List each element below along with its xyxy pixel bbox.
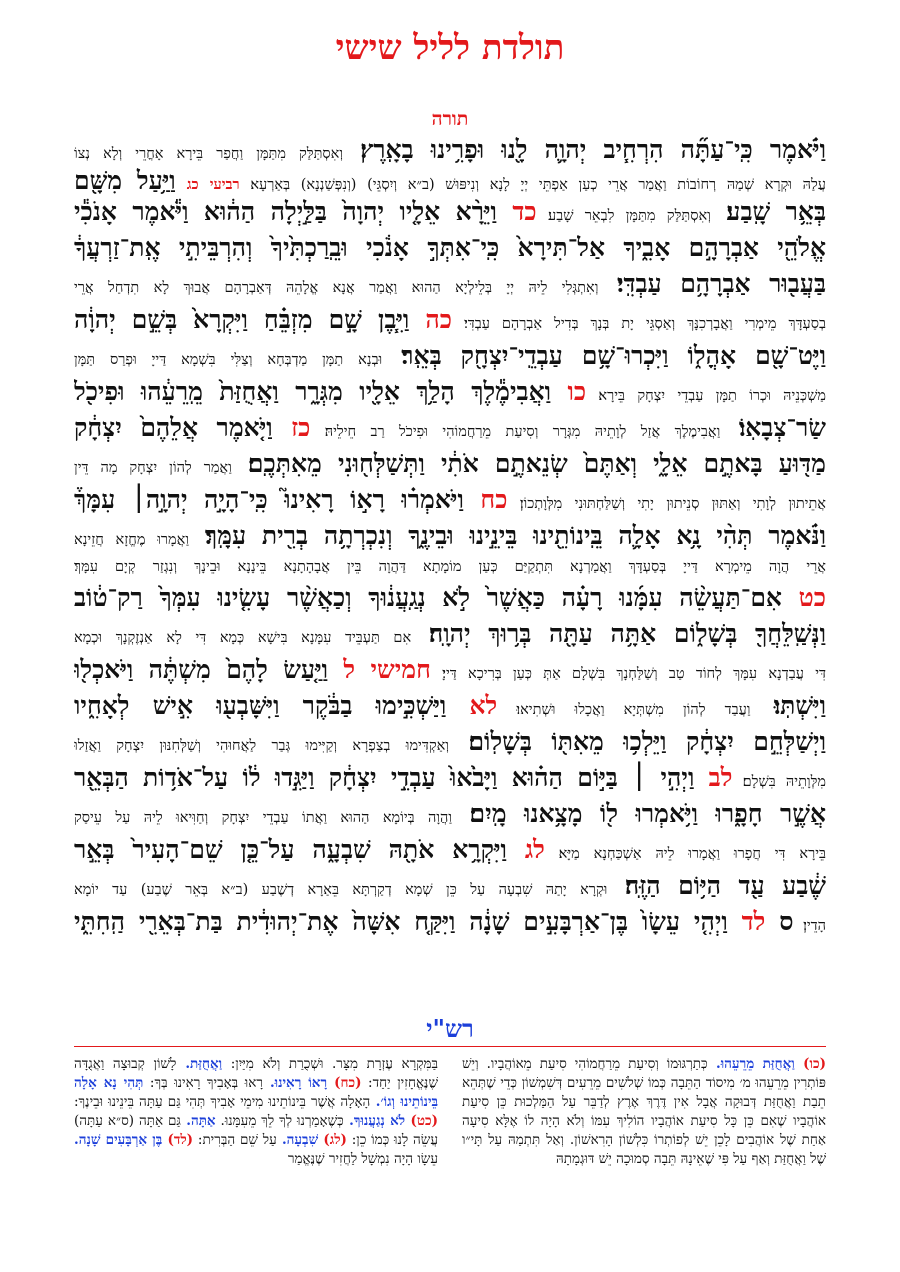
verse-number: לג bbox=[506, 835, 545, 864]
verse-number: רביעי כג bbox=[175, 176, 240, 193]
verse-text: שֶׁ֔בַע עַ֖ד הַיּ֥וֹם הַזֶּֽה׃ bbox=[607, 871, 826, 900]
verse-text: אִם־תַּעֲשֵׂ֨ה עִמָּ֜נוּ רָעָ֗ה כַּאֲשֶׁר֙ לֹ֣א נְגַֽעֲנ֔וּךָ וְכַאֲשֶׁ֨ר עָשִׂ֤ינוּ עִמְּךָ֙ רַק־ט֔וֹב bbox=[74, 583, 782, 612]
torah-line bbox=[74, 904, 826, 940]
rashi-verse-ref: (כו) bbox=[794, 1056, 826, 1072]
verse-text: וַאֲבִימֶ֕לֶךְ הָלַ֥ךְ אֵלָ֖יו מִגְּרָ֑ר וַאֲחֻזַּת֙ מֵֽרֵעֵ֔הוּ וּפִיכֹ֖ל bbox=[74, 377, 552, 406]
rashi-text: כְּתַרְגּוּמוֹ וְסִיעַת מֵרַחֲמוֹהִי סִיעַת מֵאוֹהֲבָיו. וְיֵשׁ פּוֹתְרִין מֵרֵעֵהוּ מ׳ מִיסוֹד הַתֵּבָה כְּמוֹ שְׁלֹשִׁים מֵרֵעִים דְּשִׁמְשׁוֹן כְּדֵי שֶׁתְּהֵא תֵבַת וַאֲחֻזַּת דְּבוּקָה אֲבָל אִין דֶּרֶךְ אֶרֶץ לְדַבֵּר עַל הַמַּלְכוּת כֵּן סִיעַת אוֹהֲבָיו שֶׁאִם כֵּן כָּל סִיעַת אוֹהֲבָיו הוֹלִיךְ עִמּוֹ וְלֹא הָיָה לוֹ אֶלָּא סִיעָה אַחַת שֶׁל אוֹהֲבִים לָכֵן יֵשׁ לְפוֹתְרוֹ כִּלְשׁוֹן הָרִאשׁוֹן. וְאַל תִּתְמַהּ עַל תָּי״ו שֶׁל וַאֲחֻזַּת וְאַף עַל פִּי שֶׁאֵינָהּ תֵּבָה סְמוּכָה יֵשׁ דּוּגְמָתָהּ bbox=[462, 1056, 826, 1167]
rashi-text: גַּם אַתָּה (ס״א עַתָּה) עֲשֵׂה לָנוּ כְּמוֹ כֵן: bbox=[74, 1113, 438, 1148]
rashi-heading-phrase: וַאֲחֻזַּת מֵרֵעֵהוּ. bbox=[707, 1056, 795, 1072]
verse-number: כד bbox=[496, 197, 537, 226]
rashi-text: עַל שֵׁם הַבְּרִית: bbox=[193, 1132, 277, 1148]
verse-text: וַיִּשְׁתּֽוּ׃ bbox=[750, 691, 826, 720]
verse-text: וַיְשַׁלְּחֵ֣ם יִצְחָ֔ק וַיֵּלְכ֥וּ מֵאִתּ֖וֹ בְּשָׁלֽוֹם׃ bbox=[449, 727, 826, 756]
verse-text: בַּעֲב֖וּר אַבְרָהָ֥ם עַבְדִּֽי׃ bbox=[598, 269, 826, 298]
targum-text: וְאַקְדִּימוּ בְצַפְרָא וְקַיִּימוּ גְּבַר לַאֲחוּהִי וְשַׁלְּחִנּוּן יִצְחָק וַאֲזַלוּ bbox=[74, 738, 450, 754]
verse-text: (ב״א וְיִסְגֵּי) bbox=[356, 177, 435, 193]
torah-line bbox=[74, 410, 826, 446]
targum-text: וּקְרָא יָתַהּ שִׁבְעָה עַל כֵּן שְׁמָא דְקַרְתָּא בֵּאַרָא דְשֶׁבַע (ב״א בְּאֵר שֶׁבַע) עַד יוֹמָא bbox=[74, 882, 608, 898]
torah-line bbox=[74, 724, 826, 760]
rashi-heading-phrase: אַתָּה. bbox=[180, 1113, 216, 1129]
targum-text: הָדֵין׃ bbox=[793, 918, 826, 934]
verse-text: שַׂר־צְבָאֽוֹ׃ bbox=[720, 413, 826, 442]
rashi-verse-ref: (לד) bbox=[162, 1132, 194, 1148]
verse-text: אֲרֵי הֲוָה מֵימְרָא דַּייָ בְּסַעְדָּךְ וַאֲמַרְנָא תִּתְקַיַּם כְּעַן מוֹמָתָא דַּהֲוָה בֵּין אֲבָהָתָנָא בֵּינָנָא וּבֵינָךְ וְנִגְזַר קְיָם עִמָּךְ׃ bbox=[74, 559, 826, 575]
rashi-verse-ref: (לג) bbox=[318, 1132, 347, 1148]
rashi-column-right bbox=[462, 1055, 826, 1245]
verse-number: כט bbox=[782, 583, 826, 612]
verse-text: וַיִּקְרָ֥א אֹתָ֖הּ שִׁבְעָ֑ה עַל־כֵּ֤ן שֵׁם־הָעִיר֙ בְּאֵ֣ר bbox=[74, 835, 507, 864]
targum-text: דִּי עֲבַדְנָא עִמָּךְ לְחוֹד טַב וְשַׁלַּחְנָךְ בִּשְׁלָם אַתְּ כְּעַן בְּרִיכָא דַּייָ׃ bbox=[430, 666, 826, 682]
torah-line bbox=[74, 652, 826, 688]
verse-text: וַיַּשְׁכִּ֣ימוּ בַבֹּ֔קֶר וַיִּשָּׁבְע֖וּ אִ֣ישׁ לְאָחִ֑יו bbox=[74, 691, 447, 720]
verse-text: ס bbox=[765, 907, 794, 936]
rashi-heading-phrase: בֶּן אַרְבָּעִים שָׁנָה. bbox=[74, 1132, 163, 1148]
verse-number: כה bbox=[409, 305, 452, 334]
torah-text bbox=[74, 132, 826, 992]
targum-text: בֵּירָא דִּי חֲפָרוּ וַאֲמָרוּ לֵיהּ אַשְׁכַּחְנָא מַיָּא׃ bbox=[544, 846, 826, 862]
torah-line bbox=[74, 168, 826, 194]
targum-text: אִם תַּעְבֵּיד עִמָּנָא בִּישָׁא כְּמָא דִּי לָא אַנְזֶקְנָךְ וּכְמָא bbox=[74, 630, 412, 646]
torah-line bbox=[74, 796, 826, 832]
targum-text: וְאִסְתַּלַּק מִתַּמָּן וַחֲפַר בֵּירָא אָחֳרֵי וְלָא נְצוֹ bbox=[74, 146, 344, 162]
rashi-text: כְּשֶׁאָמַרְנוּ לְךָ לֵךְ מֵעִמָּנוּ. bbox=[215, 1113, 344, 1129]
rashi-heading-phrase: תְּהִי נָא אָלָה בֵּינוֹתֵינוּ וְגוֹ׳. bbox=[74, 1075, 438, 1110]
rashi-text: עֵשָׂו הָיָה נִמְשָׁל לַחֲזִיר שֶׁנֶּאֱמַר bbox=[287, 1151, 438, 1167]
targum-text: וַאֲבִימֶלֶךְ אֲזַל לְוָתֵיהּ מִגְּרָר וְסִיעַת מֵרַחֲמוֹהִי וּפִיכֹל רַב חֵילֵיהּ׃ bbox=[310, 424, 721, 440]
rashi-text: בַּמִּקְרָא עֶזְרָת מִצָּר. וּשְׁכֻרַת וְלֹא מִיַּיִן: bbox=[222, 1056, 438, 1072]
verse-number: כו bbox=[551, 377, 587, 406]
verse-number: כז bbox=[272, 413, 311, 442]
divider bbox=[74, 1046, 826, 1047]
verse-text: וַנְּשַֽׁלֵּחֲךָ֖ בְּשָׁל֑וֹם אַתָּ֥ה עַתָּ֖ה בְּר֥וּךְ יְהוָֽה׃ bbox=[411, 619, 826, 648]
rashi-commentary bbox=[74, 1055, 826, 1245]
verse-number: לא bbox=[446, 691, 498, 720]
verse-text: אֲשֶׁ֣ר חָפָ֑רוּ וַיֹּ֥אמְרוּ ל֖וֹ מָצָ֥אנוּ מָֽיִם׃ bbox=[452, 799, 826, 828]
verse-text: וַיְהִ֤י עֵשָׂו֙ בֶּן־אַרְבָּעִ֣ים שָׁנָ֔ה וַיִּקַּ֤ח אִשָּׁה֙ אֶת־יְהוּדִ֔ית בַּת־בְּאֵרִ֖י הַֽחִתִּ֑י bbox=[74, 907, 728, 936]
rashi-column-left bbox=[74, 1055, 438, 1245]
verse-number: לד bbox=[727, 907, 766, 936]
verse-text: בְּאֵ֥ר שָֽׁבַע׃ bbox=[710, 197, 826, 226]
torah-line bbox=[74, 760, 826, 796]
torah-line bbox=[74, 832, 826, 868]
torah-line bbox=[74, 616, 826, 652]
torah-heading: תורה bbox=[431, 108, 469, 130]
targum-text: וּבְנָא תַמָּן מַדְבְּחָא וְצַלִּי בִּשְׁמָא דַּייָ וּפְרַס תַּמָּן bbox=[74, 352, 383, 368]
targum-text: וְאִסְתַּלַּק מִתַּמָּן לִבְאֵר שָׁבַע׃ bbox=[536, 208, 711, 224]
verse-text: עֲלַהּ וּקְרָא שְׁמַהּ רְחוֹבוֹת וַאֲמַר אֲרֵי כְעַן אַפְתֵּי יְיָ לָנָא וְנִיפּוּשׁ bbox=[434, 177, 826, 193]
torah-line bbox=[74, 338, 826, 374]
rashi-text: רָאוּ בְּאָבִיךָ רָאִינוּ בְּךָ: bbox=[143, 1075, 263, 1091]
rashi-heading: רש"י bbox=[426, 1014, 474, 1043]
verse-text: וַיֹּאמְר֗וּ רָא֣וֹ רָאִינוּ֮ כִּֽי־הָיָ֣ה יְהוָ֣ה׀ עִמָּךְ֒ bbox=[74, 485, 464, 514]
verse-text: וַיֶּט־שָׁ֖ם אָהֳל֑וֹ וַיִּכְרוּ־שָׁ֥ם עַבְדֵֽי־יִצְחָ֖ק בְּאֵֽר׃ bbox=[382, 341, 826, 370]
targum-text: מַשְׁכְּנֵיהּ וּכְרוֹ תַמָּן עַבְדֵי יִצְחָק בֵּירָא׃ bbox=[586, 388, 826, 404]
targum-text: וְאִתְגְּלִי לֵיהּ יְיָ בְּלֵילְיָא הַהוּא וַאֲמַר אֲנָא אֱלָהֵהּ דְּאַבְרָהָם אֲבוּךְ לָא תִדְחַל אֲרֵי bbox=[74, 280, 599, 296]
torah-line bbox=[74, 266, 826, 302]
torah-line bbox=[74, 688, 826, 724]
verse-text: וַיְהִ֣י ׀ בַּיּ֣וֹם הַה֗וּא וַיָּבֹ֙אוּ֙ עַבְדֵ֣י יִצְחָ֔ק וַיַּגִּ֣דוּ ל֔וֹ עַל־אֹד֥וֹת הַבְּאֵ֖ר bbox=[74, 763, 695, 792]
torah-line bbox=[74, 446, 826, 482]
torah-line bbox=[74, 554, 826, 580]
verse-text: מַדּ֖וּעַ בָּאתֶ֣ם אֵלָ֑י וְאַתֶּם֙ שְׂנֵאתֶ֣ם אֹתִ֔י וַתְּשַׁלְּח֖וּנִי מֵאִתְּכֶֽם׃ bbox=[231, 449, 826, 478]
verse-text: וַנֹּ֗אמֶר תְּהִ֨י נָ֥א אָלָ֛ה בֵּֽינוֹתֵ֖ינוּ בֵּינֵ֣ינוּ וּבֵינֶ֑ךָ וְנִכְרְתָ֥ה בְרִ֖ית עִמָּֽךְ׃ bbox=[189, 521, 826, 550]
verse-text: אֱלֹהֵ֖י אַבְרָהָ֣ם אָבִ֑יךָ אַל־תִּירָא֙ כִּֽי־אִתְּךָ֣ אָנֹ֔כִי וּבֵֽרַכְתִּ֙יךָ֙ וְהִרְבֵּיתִ֣י אֶֽת־זַרְעֲךָ֔ bbox=[74, 233, 826, 262]
torah-line bbox=[74, 230, 826, 266]
targum-text: מִלְּוָתֵיהּ בִּשְׁלָם׃ bbox=[732, 774, 826, 790]
verse-number: לב bbox=[694, 763, 733, 792]
verse-text: וַיֵּרָ֨א אֵלָ֤יו יְהוָה֙ בַּלַּ֣יְלָה הַה֔וּא וַיֹּ֕אמֶר אָנֹכִ֕י bbox=[74, 197, 497, 226]
rashi-heading-phrase: וַאֲחֻזַּת. bbox=[176, 1056, 223, 1072]
verse-number: כח bbox=[463, 485, 508, 514]
verse-text: וַיַּ֤עַשׂ לָהֶם֙ מִשְׁתֶּ֔ה וַיֹּאכְל֖וּ bbox=[74, 655, 329, 684]
verse-text: (וְנִפְּשַׁנְנָא) בְּאַרְעָא׃ bbox=[239, 177, 357, 193]
targum-text: וַהֲוָה בְּיוֹמָא הַהוּא וַאֲתוֹ עַבְדֵי יִצְחָק וְחַוִּיאוּ לֵיהּ עַל עֵיסַק bbox=[74, 810, 453, 826]
verse-text: וַיֹּ֤אמֶר אֲלֵהֶם֙ יִצְחָ֔ק bbox=[74, 413, 273, 442]
torah-line bbox=[74, 580, 826, 616]
page-title: תולדת לליל שישי bbox=[335, 28, 565, 68]
verse-text: וַיֹּ֗אמֶר כִּֽי־עַתָּ֞ה הִרְחִ֧יב יְהוָ֛ה לָ֖נוּ וּפָרִ֥ינוּ בָאָֽרֶץ׃ bbox=[343, 135, 826, 164]
torah-line bbox=[74, 194, 826, 230]
targum-text: וַאֲמַר לְהוֹן יִצְחָק מָה דֵּין bbox=[74, 460, 232, 476]
verse-text: וַיַּ֥עַל מִשָּׁ֖ם bbox=[74, 168, 176, 194]
verse-number: חמישי ל bbox=[328, 655, 431, 684]
torah-line bbox=[74, 374, 826, 410]
rashi-text: לָשׁוֹן קְבוּצָה וַאֲגֻדָּה שֶׁנֶּאֱחָזִין יַחַד: bbox=[74, 1056, 438, 1091]
verse-text: וַיִּ֧בֶן שָׁ֣ם מִזְבֵּ֗חַ וַיִּקְרָא֙ בְּשֵׁ֣ם יְהוָ֔ה bbox=[74, 305, 410, 334]
targum-text: וַעֲבַד לְהוֹן מִשְׁתְּיָא וַאֲכָלוּ וּשְׁתִיאוּ׃ bbox=[497, 702, 751, 718]
targum-text: וַאֲמָרוּ מֶחֱזָא חֲזֵינָא bbox=[74, 532, 190, 548]
rashi-verse-ref: (כח) bbox=[327, 1075, 362, 1091]
targum-text: אֲתֵיתוּן לְוָתִי וְאַתּוּן סְנֵיתוּן יָתִי וְשַׁלַּחְתּוּנִי מִלְּוָתְכוֹן׃ bbox=[507, 496, 826, 512]
torah-line bbox=[74, 302, 826, 338]
rashi-heading-phrase: רָאוֹ רָאִינוּ. bbox=[262, 1075, 328, 1091]
rashi-heading-phrase: לֹא נְגַעֲנוּךָ. bbox=[343, 1113, 406, 1129]
rashi-heading-phrase: שִׁבְעָה. bbox=[276, 1132, 319, 1148]
targum-text: בְסַעְדָּךְ מֵימְרִי וַאֲבָרְכִנָּךְ וְאַסְגֵּי יָת בְּנָךְ בְּדִיל אַבְרָהָם עַבְדִּי׃ bbox=[451, 316, 826, 332]
torah-line bbox=[74, 518, 826, 554]
torah-line bbox=[74, 482, 826, 518]
torah-line bbox=[74, 868, 826, 904]
rashi-text: הָאָלָה אֲשֶׁר בֵּינוֹתֵינוּ מִימֵי אָבִיךָ תְּהִי גַּם עַתָּה בֵּינֵינוּ וּבֵינֶךָ: bbox=[74, 1094, 371, 1110]
torah-line bbox=[74, 132, 826, 168]
rashi-verse-ref: (כט) bbox=[405, 1113, 438, 1129]
